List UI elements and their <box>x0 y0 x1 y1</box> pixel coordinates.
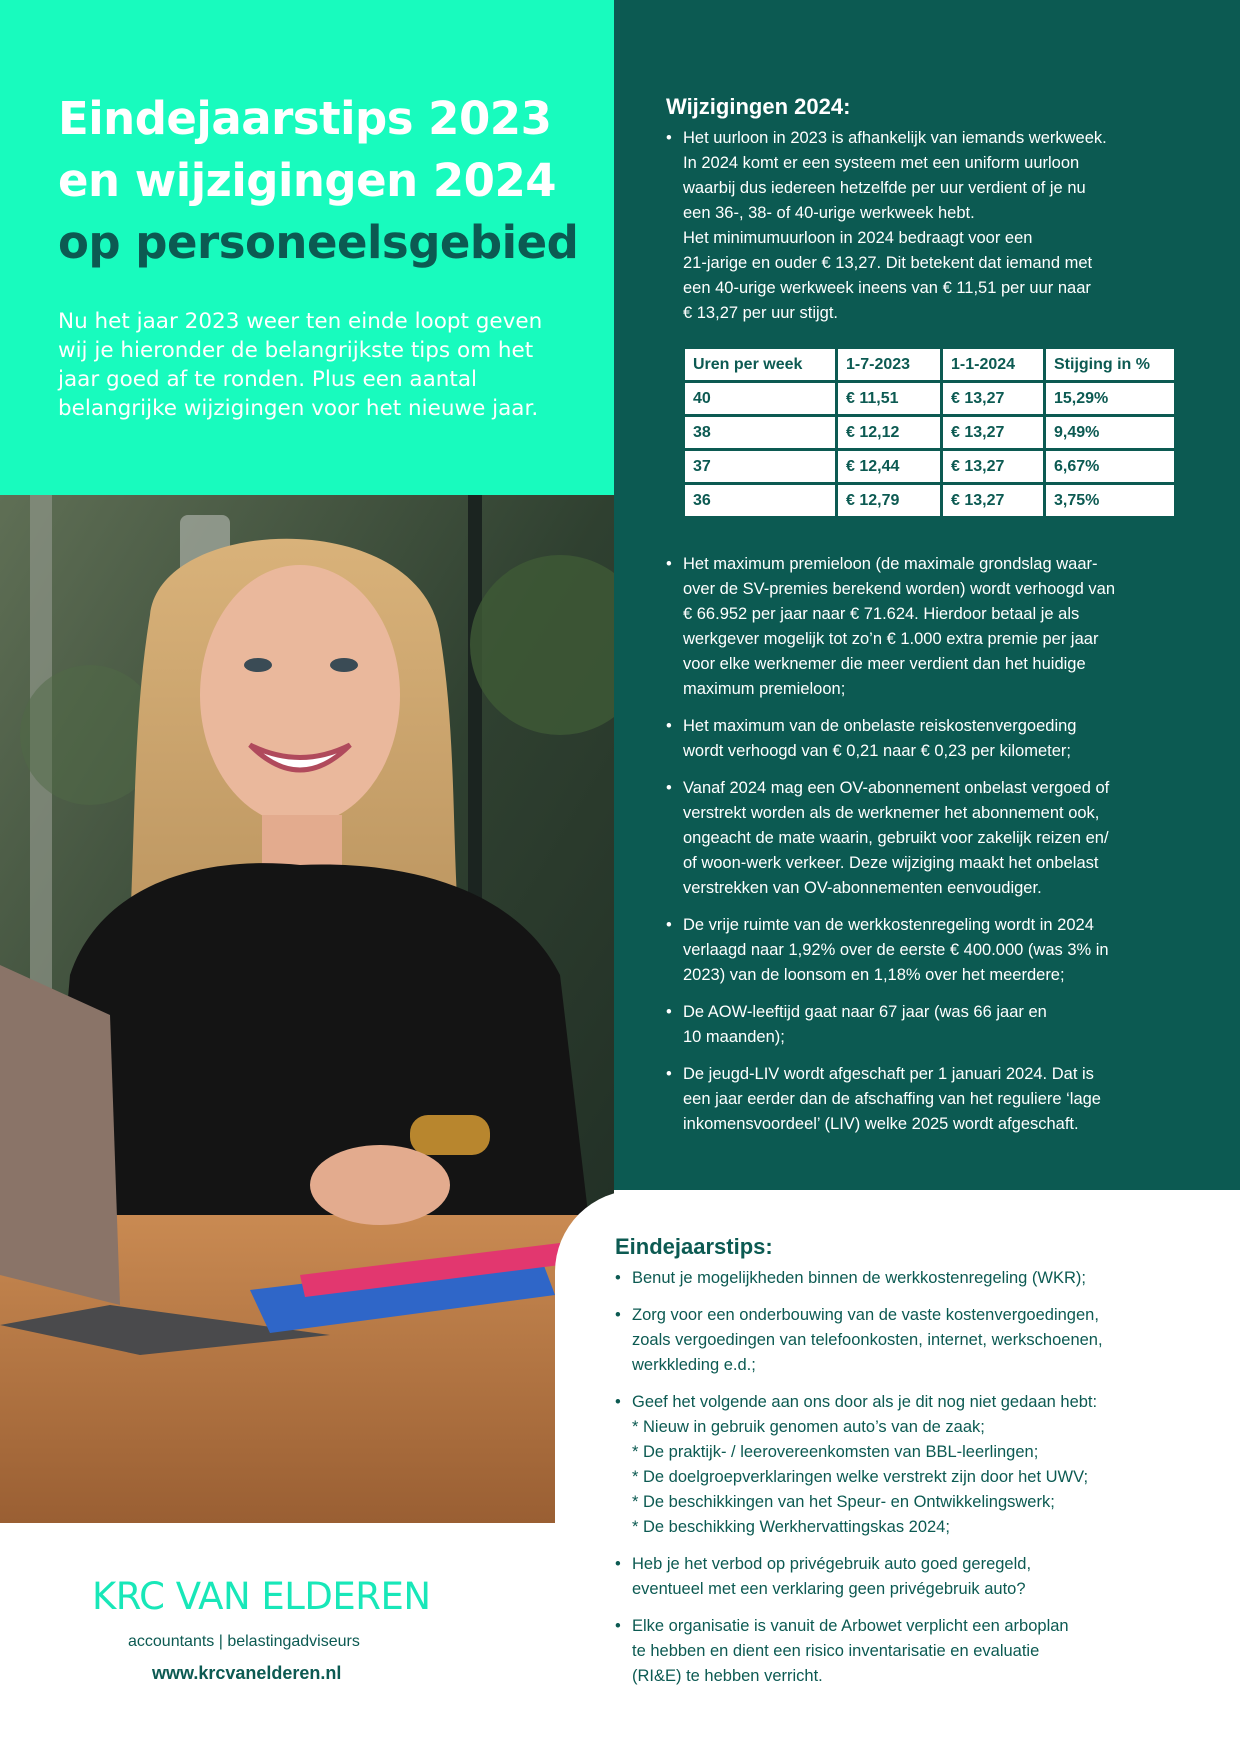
table-cell: € 12,79 <box>837 484 942 518</box>
text-line: een 36-, 38- of 40-urige werkweek hebt. <box>683 204 975 222</box>
sublist-item: * De praktijk- / leerovereenkomsten van BBL-leerlingen; <box>632 1443 1039 1461</box>
table-row <box>684 382 1176 416</box>
sublist-item: * De beschikkingen van het Speur- en Ontwikkelingswerk; <box>632 1493 1055 1511</box>
table-cell: € 11,51 <box>837 382 942 416</box>
text-line: ongeacht de mate waarin, gebruikt voor zakelijk reizen en/ <box>683 829 1109 847</box>
intro-line: jaar goed af te ronden. Plus een aantal <box>58 367 477 392</box>
text-line: wordt verhoogd van € 0,21 naar € 0,23 per kilometer; <box>683 742 1071 760</box>
table-cell: 36 <box>684 484 837 518</box>
text-line: verstrekt worden als de werknemer het abonnement ook, <box>683 804 1100 822</box>
text-line: een jaar eerder dan de afschaffing van het reguliere ‘lage <box>683 1090 1101 1108</box>
text-line: 21-jarige en ouder € 13,27. Dit betekent dat iemand met <box>683 254 1093 272</box>
list-item <box>615 1266 1225 1291</box>
website-link[interactable]: www.krcvanelderen.nl <box>152 1663 342 1683</box>
tips-list <box>615 1266 1225 1701</box>
table-cell: € 12,12 <box>837 416 942 450</box>
list-item <box>666 714 1226 764</box>
list-item <box>666 913 1226 988</box>
text-line: • De AOW-leeftijd gaat naar 67 jaar (was 66 jaar en <box>683 1003 1047 1021</box>
tips-card <box>555 1190 1240 1754</box>
photo-illustration <box>0 495 614 1523</box>
list-item <box>666 552 1226 702</box>
table-cell: 38 <box>684 416 837 450</box>
text-line: • Het maximum premieloon (de maximale grondslag waar- <box>683 555 1098 573</box>
text-line: een 40-urige werkweek ineens van € 11,51 per uur naar <box>683 279 1091 297</box>
text-line: Het minimumuurloon in 2024 bedraagt voor een <box>683 229 1033 247</box>
title-line-2: en wijzigingen 2024 <box>58 154 557 207</box>
text-line: over de SV-premies berekend worden) wordt verhoogd van <box>683 580 1115 598</box>
table-cell: € 13,27 <box>942 450 1045 484</box>
column-header: Uren per week <box>684 348 837 382</box>
text-line: • De vrije ruimte van de werkkostenregeling wordt in 2024 <box>683 916 1094 934</box>
woman-at-laptop-photo <box>0 495 614 1523</box>
title-line-3: op personeelsgebied <box>58 216 579 269</box>
text-line: inkomensvoordeel’ (LIV) welke 2025 wordt afgeschaft. <box>683 1115 1079 1133</box>
sublist-item: * Nieuw in gebruik genomen auto’s van de zaak; <box>632 1418 985 1436</box>
text-line: te hebben en dient een risico inventarisatie en evaluatie <box>632 1642 1040 1660</box>
intro-line: wij je hieronder de belangrijkste tips om het <box>58 338 534 363</box>
tagline: accountants | belastingadviseurs <box>128 1633 360 1650</box>
list-item <box>615 1303 1225 1378</box>
changes-panel <box>614 0 1240 1190</box>
company-logo: KRC VAN ELDEREN <box>92 1575 431 1618</box>
face <box>200 565 400 825</box>
text-line: • Benut je mogelijkheden binnen de werkkostenregeling (WKR); <box>632 1269 1086 1287</box>
list-item <box>666 1062 1226 1137</box>
column-header: Stijging in % <box>1045 348 1176 382</box>
table-cell: 3,75% <box>1045 484 1176 518</box>
table-cell: € 13,27 <box>942 416 1045 450</box>
table-cell: € 12,44 <box>837 450 942 484</box>
text-line: • Zorg voor een onderbouwing van de vaste kostenvergoedingen, <box>632 1306 1099 1324</box>
hand <box>310 1145 450 1225</box>
text-line: maximum premieloon; <box>683 680 846 698</box>
table-header-row <box>684 348 1176 382</box>
text-line: • Het uurloon in 2023 is afhankelijk van iemands werkweek. <box>683 129 1107 147</box>
table-cell: 15,29% <box>1045 382 1176 416</box>
text-line: • Heb je het verbod op privégebruik auto goed geregeld, <box>632 1555 1032 1573</box>
table-cell: 37 <box>684 450 837 484</box>
intro-text <box>58 307 606 423</box>
text-line: In 2024 komt er een systeem met een uniform uurloon <box>683 154 1080 172</box>
title-line-1: Eindejaarstips 2023 <box>58 92 552 145</box>
table-cell: 9,49% <box>1045 416 1176 450</box>
table-row <box>684 450 1176 484</box>
text-line: € 66.952 per jaar naar € 71.624. Hierdoor betaal je als <box>683 605 1080 623</box>
list-item <box>615 1614 1225 1689</box>
table-cell: 6,67% <box>1045 450 1176 484</box>
hero-block <box>0 0 614 495</box>
laptop-screen <box>0 965 120 1305</box>
table-cell: 40 <box>684 382 837 416</box>
hourly-wage-table <box>682 346 1177 519</box>
tips-heading: Eindejaarstips: <box>615 1234 773 1259</box>
changes-heading: Wijzigingen 2024: <box>666 94 851 119</box>
table-cell: € 13,27 <box>942 382 1045 416</box>
text-line: verstrekken van OV-abonnementen eenvoudiger. <box>683 879 1042 897</box>
column-header: 1-1-2024 <box>942 348 1045 382</box>
list-item <box>615 1552 1225 1602</box>
text-line: • Elke organisatie is vanuit de Arbowet verplicht een arboplan <box>632 1617 1069 1635</box>
list-item <box>666 776 1226 901</box>
page-title <box>58 88 578 274</box>
table-row <box>684 484 1176 518</box>
text-line: voor elke werknemer die meer verdient dan het huidige <box>683 655 1086 673</box>
tips-sublist <box>632 1415 1225 1540</box>
eye <box>330 658 358 672</box>
text-line: verlaagd naar 1,92% over de eerste € 400.000 (was 3% in <box>683 941 1109 959</box>
eye <box>244 658 272 672</box>
brand-footer <box>0 1523 555 1754</box>
changes-list <box>666 552 1226 1149</box>
table-row <box>684 416 1176 450</box>
column-header: 1-7-2023 <box>837 348 942 382</box>
list-item <box>666 126 1226 326</box>
text-line: werkgever mogelijk tot zo’n € 1.000 extra premie per jaar <box>683 630 1099 648</box>
intro-line: Nu het jaar 2023 weer ten einde loopt geven <box>58 309 543 334</box>
sublist-item: * De beschikking Werkhervattingskas 2024; <box>632 1518 950 1536</box>
text-line: • Het maximum van de onbelaste reiskostenvergoeding <box>683 717 1077 735</box>
text-line: • De jeugd-LIV wordt afgeschaft per 1 januari 2024. Dat is <box>683 1065 1094 1083</box>
text-line: (RI&E) te hebben verricht. <box>632 1667 823 1685</box>
text-line: eventueel met een verklaring geen privégebruik auto? <box>632 1580 1026 1598</box>
list-item <box>666 1000 1226 1050</box>
text-line: 10 maanden); <box>683 1028 785 1046</box>
text-line: werkkleding e.d.; <box>632 1356 756 1374</box>
text-line: 2023) van de loonsom en 1,18% over het meerdere; <box>683 966 1065 984</box>
text-line: of woon-werk verkeer. Deze wijziging maakt het onbelast <box>683 854 1099 872</box>
text-line: waarbij dus iedereen hetzelfde per uur verdient of je nu <box>683 179 1086 197</box>
list-item <box>615 1390 1225 1540</box>
text-line: • Vanaf 2024 mag een OV-abonnement onbelast vergoed of <box>683 779 1110 797</box>
bracelet <box>410 1115 490 1155</box>
changes-intro-list <box>666 126 1226 326</box>
text-line: • Geef het volgende aan ons door als je dit nog niet gedaan hebt: <box>632 1393 1098 1411</box>
text-line: zoals vergoedingen van telefoonkosten, internet, werkschoenen, <box>632 1331 1103 1349</box>
text-line: € 13,27 per uur stijgt. <box>683 304 839 322</box>
table-cell: € 13,27 <box>942 484 1045 518</box>
sublist-item: * De doelgroepverklaringen welke verstrekt zijn door het UWV; <box>632 1468 1089 1486</box>
intro-line: belangrijke wijzigingen voor het nieuwe jaar. <box>58 396 539 421</box>
